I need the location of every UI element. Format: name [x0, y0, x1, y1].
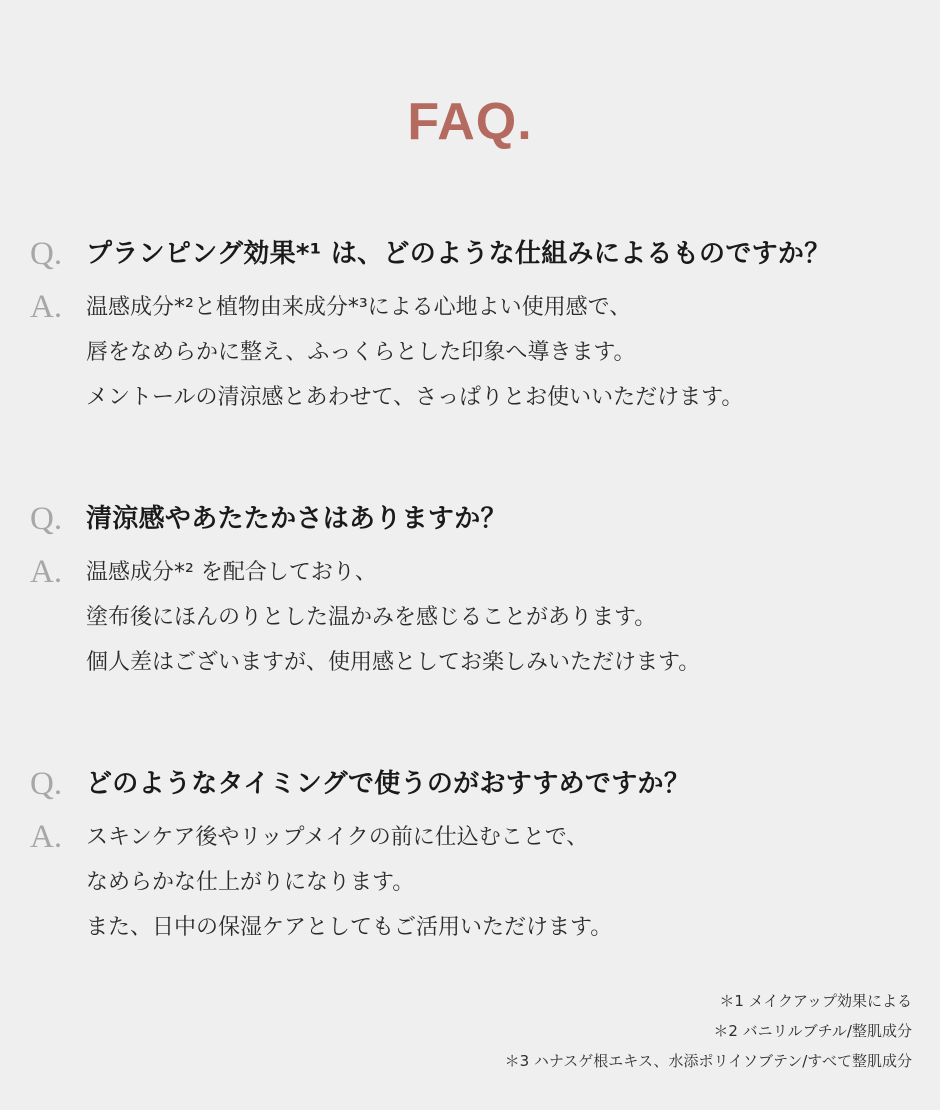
question-mark: Q. — [30, 501, 63, 537]
footnote-1: ＊1 メイクアップ効果による — [719, 992, 912, 1010]
faq-item-3 — [30, 765, 920, 950]
answer-line: 塗布後にほんのりとした温かみを感じることがあります。 — [86, 605, 657, 630]
question-text: プランピング効果*¹ は、どのような仕組みによるものですか？ — [86, 239, 831, 269]
answer-text — [86, 815, 612, 950]
footnote-3: ＊3 ハナスゲ根エキス、水添ポリイソブテン/すべて整肌成分 — [504, 1052, 912, 1070]
answer-mark: A. — [30, 289, 63, 325]
question-mark: Q. — [30, 236, 63, 272]
faq-item-1 — [30, 235, 920, 420]
answer-line: 唇をなめらかに整え、ふっくらとした印象へ導きます。 — [86, 340, 636, 365]
answer-line: また、日中の保湿ケアとしてもご活用いただけます。 — [86, 915, 613, 940]
answer-line: 個人差はございますが、使用感としてお楽しみいただけます。 — [86, 650, 701, 675]
answer-mark: A. — [30, 554, 63, 590]
footnotes — [505, 986, 912, 1076]
answer-text — [86, 550, 700, 685]
question-text: 清涼感やあたたかさはありますか？ — [86, 504, 507, 534]
question-mark: Q. — [30, 766, 63, 802]
page-title: FAQ. — [407, 93, 533, 151]
footnote-2: ＊2 バニリルブチル/整肌成分 — [713, 1022, 912, 1040]
answer-mark: A. — [30, 819, 63, 855]
answer-line: メントールの清涼感とあわせて、さっぱりとお使いいただけます。 — [86, 385, 744, 410]
answer-line: 温感成分*² を配合しており、 — [86, 560, 377, 585]
question-text: どのようなタイミングで使うのがおすすめですか？ — [86, 769, 691, 799]
answer-line: スキンケア後やリップメイクの前に仕込むことで、 — [86, 825, 589, 850]
answer-line: なめらかな仕上がりになります。 — [86, 870, 415, 895]
answer-text — [86, 285, 743, 420]
answer-line: 温感成分*²と植物由来成分*³による心地よい使用感で、 — [86, 295, 632, 320]
faq-item-2 — [30, 500, 920, 685]
